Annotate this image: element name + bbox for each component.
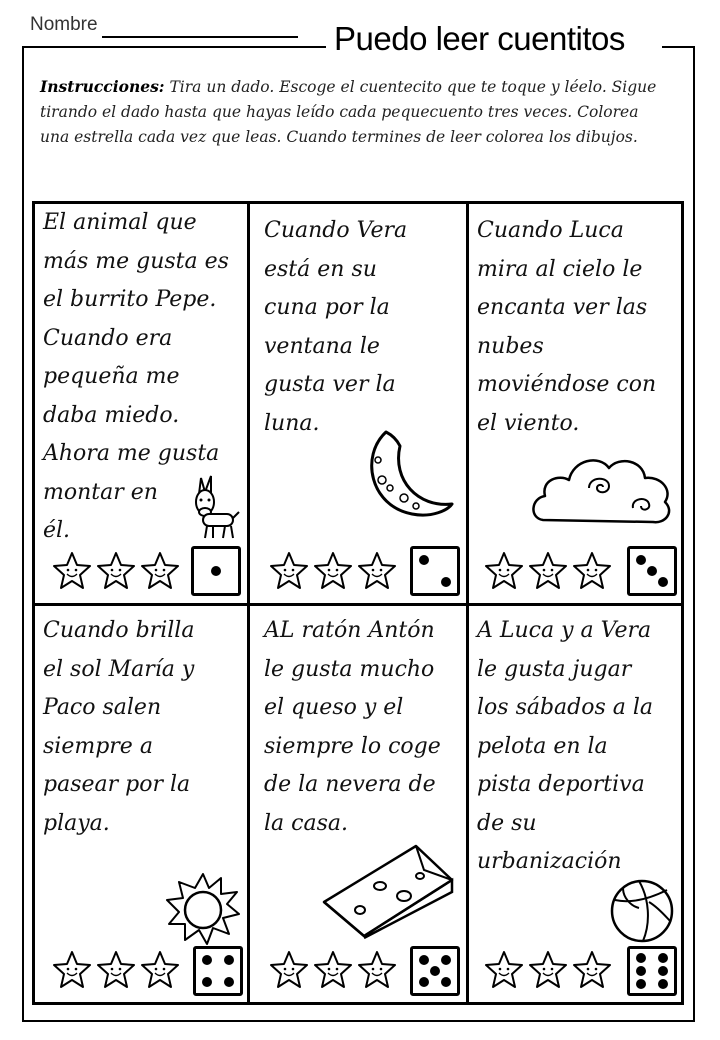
story-text: Cuando Vera está en su cuna por la ventana le gusta ver la luna. <box>264 218 408 436</box>
die-face-6 <box>627 946 677 996</box>
star-row <box>268 949 398 991</box>
star-icon[interactable] <box>312 550 354 592</box>
story-card-5 <box>250 606 466 1002</box>
story-card-3 <box>469 204 681 603</box>
star-row <box>51 550 181 592</box>
star-icon[interactable] <box>356 949 398 991</box>
moon-icon <box>356 426 456 522</box>
die-face-5 <box>410 946 460 996</box>
die-dot <box>224 977 234 987</box>
star-icon[interactable] <box>483 949 525 991</box>
name-field-line[interactable] <box>102 36 298 38</box>
story-text: El animal que más me gusta es el burrito Pepe. Cuando era pequeña me daba miedo. Ahora me gusta montar en él. <box>43 210 229 543</box>
die-dot <box>636 953 646 963</box>
star-icon[interactable] <box>527 949 569 991</box>
story-grid <box>32 201 684 1005</box>
star-icon[interactable] <box>139 949 181 991</box>
star-icon[interactable] <box>51 949 93 991</box>
star-icon[interactable] <box>268 949 310 991</box>
die-dot <box>419 555 429 565</box>
instructions <box>40 74 672 150</box>
name-label: Nombre <box>30 14 98 35</box>
story-card-4 <box>35 606 247 1002</box>
star-icon[interactable] <box>95 949 137 991</box>
star-row <box>268 550 398 592</box>
star-row <box>483 550 613 592</box>
die-dot <box>430 966 440 976</box>
star-row <box>51 949 181 991</box>
star-icon[interactable] <box>95 550 137 592</box>
die-dot <box>658 979 668 989</box>
frame-top-right-border <box>662 46 695 48</box>
star-icon[interactable] <box>312 949 354 991</box>
die-dot <box>224 955 234 965</box>
story-text: Cuando Luca mira al cielo le encanta ver las nubes moviéndose con el viento. <box>477 218 657 436</box>
cheese-icon <box>320 840 456 940</box>
die-dot <box>647 566 657 576</box>
die-face-2 <box>410 546 460 596</box>
die-dot <box>636 555 646 565</box>
die-dot <box>441 977 451 987</box>
die-dot <box>658 966 668 976</box>
die-dot <box>441 955 451 965</box>
star-icon[interactable] <box>268 550 310 592</box>
star-icon[interactable] <box>527 550 569 592</box>
die-dot <box>202 955 212 965</box>
sun-icon <box>165 872 241 946</box>
die-face-1 <box>191 546 241 596</box>
die-dot <box>658 577 668 587</box>
die-dot <box>636 979 646 989</box>
star-icon[interactable] <box>51 550 93 592</box>
frame-top-left-border <box>22 46 326 48</box>
page-title: Puedo leer cuentitos <box>334 20 625 57</box>
story-text: AL ratón Antón le gusta mucho el queso y el siempre lo coge de la nevera de la casa. <box>264 618 441 836</box>
story-card-6 <box>469 606 681 1002</box>
die-face-3 <box>627 546 677 596</box>
ball-icon <box>609 878 675 944</box>
star-icon[interactable] <box>571 949 613 991</box>
story-card-1 <box>35 204 247 603</box>
story-card-2 <box>250 204 466 603</box>
die-dot <box>419 955 429 965</box>
die-dot <box>202 977 212 987</box>
star-row <box>483 949 613 991</box>
story-text: Cuando brilla el sol María y Paco salen siempre a pasear por la playa. <box>43 618 195 836</box>
story-text: A Luca y a Vera le gusta jugar los sábados a la pelota en la pista deportiva de su urbanización <box>477 618 654 874</box>
instructions-text: Tira un dado. Escoge el cuentecito que te toque y léelo. Sigue tirando el dado hasta que hayas leído cada pequecuento tres veces. Colorea una estrella cada vez que leas. Cuando termines de leer colorea los dibujos. <box>40 78 657 146</box>
donkey-icon <box>185 472 241 540</box>
cloud-icon <box>529 450 675 528</box>
star-icon[interactable] <box>571 550 613 592</box>
die-dot <box>658 953 668 963</box>
star-icon[interactable] <box>139 550 181 592</box>
die-dot <box>211 566 221 576</box>
star-icon[interactable] <box>356 550 398 592</box>
die-face-4 <box>193 946 243 996</box>
die-dot <box>636 966 646 976</box>
die-dot <box>419 977 429 987</box>
instructions-heading: Instrucciones: <box>40 77 165 96</box>
star-icon[interactable] <box>483 550 525 592</box>
die-dot <box>441 577 451 587</box>
